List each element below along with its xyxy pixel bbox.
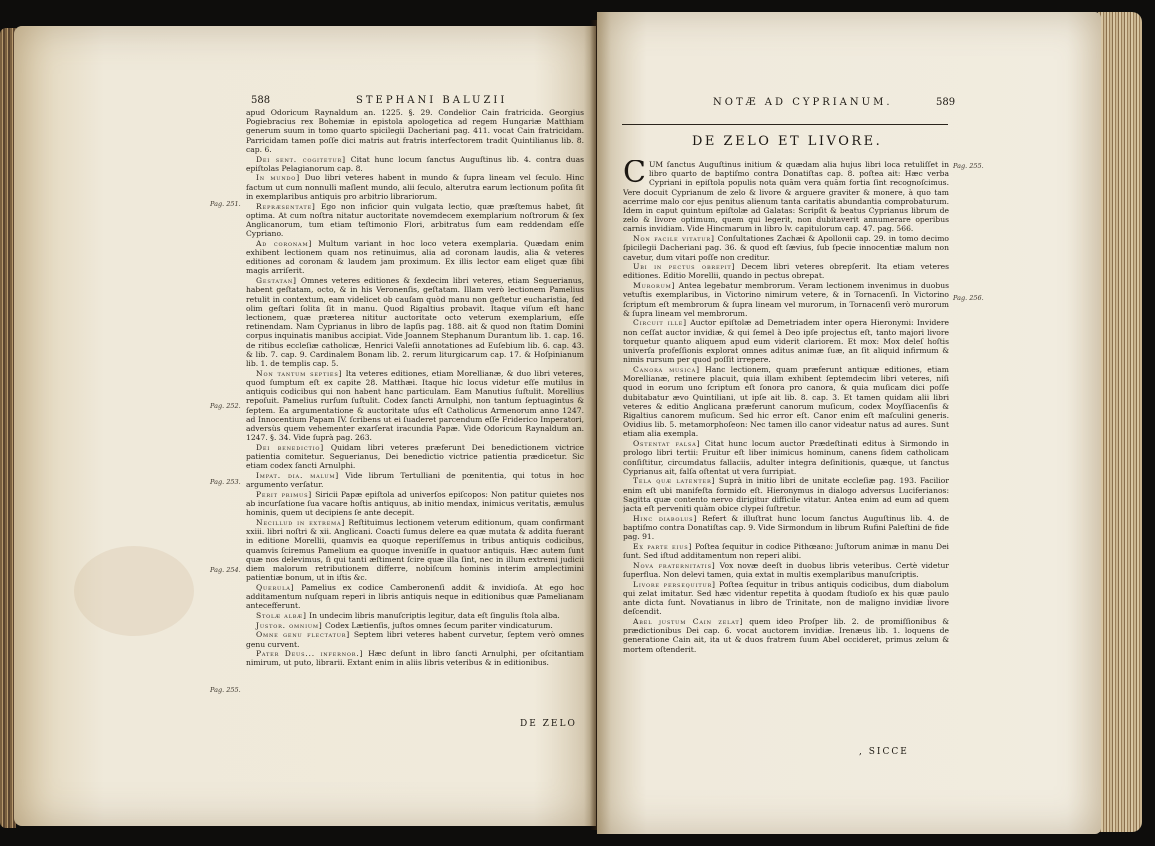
note-text: Siricii Papæ epiſtola ad univerſos epiſcopos: Non patitur quietes nos ab incurſatione ſua vacare hoſtis antiquus, ab initio mendax, inimicus veritatis, æmulus hominis, quem ut decipiens ſe ante decepit. xyxy=(246,489,584,518)
note-paragraph xyxy=(246,239,584,276)
note-paragraph xyxy=(623,617,949,654)
note-text: Codex Lætienſis, juſtos omnes ſecum pariter vindicaturum. xyxy=(325,620,553,630)
note-lemma: Circuit ille] xyxy=(633,318,687,328)
margin-note: Pag. 251. xyxy=(210,200,241,208)
note-text: Citat hunc locum auctor Prædeſtinati editus à Sirmondo in prologo libri tertii: Fruitur eſt liber inimicus hominum, canens ſidem catholicam conſiſtitur, circumdatus fallaciis, adulter integra deſinitionis, quæque, ut ſanctus Cyprianus ait, falſa oſtentat ut vera ſurripiat. xyxy=(623,439,949,476)
note-text: Ego non inficior quin vulgata lectio, quæ præſtemus habet, ſit optima. At cum noſtra nitatur auctoritate novemdecem exemplarium noſtrorum & ſex Anglicanorum, tum etiam teſtimonio Flori, arbitratus ſum eam reddendam eſſe Cypriano. xyxy=(246,201,584,239)
note-paragraph xyxy=(246,471,584,489)
note-paragraph xyxy=(246,173,584,201)
catchword: DE ZELO xyxy=(520,719,577,729)
note-paragraph xyxy=(246,583,584,611)
note-lemma: Livore persequitur] xyxy=(633,579,716,589)
section-title: DE ZELO ET LIVORE. xyxy=(692,134,883,149)
note-text: Quidam libri veteres præferunt Dei benedictionem victrice patientia comitetur. Seguerianus, Dei benedictio victrice patientia prædicetur. Sic etiam codex ſancti Arnulphi. xyxy=(246,442,584,471)
note-lemma: Querula] xyxy=(256,582,295,592)
header-rule xyxy=(622,124,948,125)
note-paragraph xyxy=(246,649,584,667)
margin-note: Pag. 256. xyxy=(953,294,984,302)
note-paragraph xyxy=(246,630,584,648)
note-text: Auctor epiſtolæ ad Demetriadem inter opera Hieronymi: Invidere non ceſſat auctor invidiæ, & qui ſemel à Deo ipſe projectus eſt, tanto majori livore torquetur quanto aliquem apud eum viderit clariorem. Et mox: Mox deleſ hoſtis univerſa profeſſionis explorat omnes aditus animæ ſuæ, an ſit aliquid infirmum & nimis rursum per quod poſſit irrepere. xyxy=(623,318,949,365)
right-page-edges xyxy=(1098,12,1142,832)
note-lemma: Stolæ albæ] xyxy=(256,610,307,620)
margin-note: Pag. 254. xyxy=(210,566,241,574)
note-text: UM ſanctus Auguſtinus initium & quædam alia hujus libri loca retuliſſet in libro quarto de baptiſmo contra Donatiſtas cap. 8. poſtea ait: Hæc verba Cypriani in epiſtola populis nota quām vera quām fortia ſint recognoſcimus. Vere docuit Cyprianum de zelo & livore & arguere graviter & monere, à quo tam acerrime malo cor ejus penitus alienum tanta caritatis abundantia comprobaturum. Idem in caput quintum epiſtolæ ad Galatas: Scripſit & beatus Cyprianus librum de zelo & livore optimum, quem qui legerit, non dubitaverit annumerare operibus carnis invidiam. Vide Hincmarum in libro lv. capitulorum cap. 47. pag. 566. xyxy=(623,160,949,234)
note-lemma: Gestatan] xyxy=(256,276,297,286)
note-lemma: Tela quæ latenter] xyxy=(633,476,716,486)
running-head: STEPHANI BALUZII xyxy=(356,95,508,106)
note-text: Hæc deſunt in libro ſancti Arnulphi, per oſcitantiam nimirum, ut puto, librarii. Extant enim in aliis libris veteribus & in editionibus. xyxy=(246,649,584,668)
note-lemma: In mundo] xyxy=(256,173,300,183)
note-paragraph xyxy=(623,542,949,560)
note-lemma: Canora musica] xyxy=(633,364,700,374)
note-lemma: Perit primus] xyxy=(256,489,313,499)
note-text: Ita veteres editiones, etiam Morellianæ, & duo libri veteres, quod ſumptum eſt ex capite 28. Matthæi. Itaque hic locus videtur eſſe mutilus in antiquis codicibus qui non habent hanc particulam. Eam Manutius ſuſtulit. Morellius repoſuit. Pamelius rurſum ſuſtulit. Codex ſancti Arnulphi, non tantum ſeptuagintus & ſeptem. Ea argumentatione & auctoritate uſus eſt Catholicus Armenorum anno 1247. ad Innocentium Papam IV. ſcribens ut ei ſuaderet parcendum eſſe Friderico Imperatori, adversùs quem vehementer exarſerat iracundia Papæ. Vide Odoricum Raynaldum an. 1247. §. 34. Vide ſuprà pag. 263. xyxy=(246,368,584,443)
right-text-column xyxy=(623,160,949,760)
margin-note: Pag. 255. xyxy=(953,162,984,170)
note-lemma: Hinc diabolus] xyxy=(633,513,698,523)
note-text: Refert & illuſtrat hunc locum ſanctus Auguſtinus lib. 4. de baptiſmo contra Donatiſtas cap. 9. Vide Sirmondum in librum Rufini Paleſtini de fide pag. 91. xyxy=(623,513,949,542)
note-paragraph xyxy=(246,621,584,630)
note-paragraph xyxy=(246,490,584,518)
note-text: Omnes veteres editiones & ſexdecim libri veteres, etiam Seguerianus, habent geſtatam, octo, & in his Veronenſis, geſtatam. Illam verò lectionem Pamelius retulit in contextum, eam videlicet ob cauſam quòd manu non geſtetur eucharistia, ſed olim geſtari ſolita ſit in manu. Quod Rigaltius probavit. Itaque viſum eſt hanc lectionem, quæ præterea nititur auctoritate octo veterum exemplarium, eſſe retinendam. Nam Cyprianus in libro de lapſis pag. 188. ait & quod non ſtatim Domini corpus inquinatis manibus accipiat. Vide Joannem Stephanum Durantum lib. 1. cap. 16. de ritibus eccleſiæ catholicæ, Henrici Valeſii annotationes ad Euſebium lib. 6. cap. 43. & lib. 7. cap. 9. Cardinalem Bonam lib. 2. rerum liturgicarum cap. 17. & Hoſpinianum lib. 1. de templis cap. 5. xyxy=(246,276,584,368)
note-text: Decem libri veteres obrepſerit. Ita etiam veteres editiones. Editio Morellii, quando in pectus obrepat. xyxy=(623,262,949,281)
note-lemma: Impat. dia. malum] xyxy=(256,470,340,480)
note-paragraph xyxy=(623,514,949,542)
note-paragraph xyxy=(623,281,949,318)
note-text: Pamelius ex codice Camberonenſi addit & invidioſa. At ego hoc additamentum nuſquam reperi in libris antiquis neque in editionibus quæ Pamelianam antecefferunt. xyxy=(246,582,584,611)
note-lemma: Non facile vitatur] xyxy=(633,234,715,244)
note-lemma: Pater Deus... infernor.] xyxy=(256,649,364,659)
note-lemma: Ad coronam] xyxy=(256,238,313,248)
note-paragraph xyxy=(623,318,949,364)
note-paragraph xyxy=(623,476,949,513)
note-text: apud Odoricum Raynaldum an. 1225. §. 29. Condelior Cain fratricida. Georgius Pogiebracius rex Bohemiæ in epistola apologetica ad regem Hungariæ Matthiam generum suum in tomo quarto spicilegii Dacheriani pag. 411. vocat Cain fratricidam. Parricidam tamen poſſe dici matris aut fratris interfectorem tradit Quintilianus lib. 8. cap. 6. xyxy=(246,108,584,154)
margin-note: Pag. 253. xyxy=(210,478,241,486)
note-lemma: Justor. omnium] xyxy=(256,620,323,630)
note-text: quem ideo Proſper lib. 2. de promiſſionibus & prædictionibus Dei cap. 6. vocat auctorem invidiæ. Irenæus lib. 1. loquens de generatione Cain ait, ita ut & duos fratrem ſuum Abel occideret, primus zelum & mortem oſtenderit. xyxy=(623,616,949,654)
note-text: Suprà in initio libri de unitate eccleſiæ pag. 193. Facilior enim eſt ubi manifeſta formido eſt. Hieronymus in dialogo adversus Luciferianos: Sagitta quæ contento nervo dirigitur difficile vitatur. Antea enim ad eum ad quem jacta eſt perveniti quàm obice clypei ſuſtretur. xyxy=(623,476,949,514)
paper-stain xyxy=(74,546,194,636)
note-lemma: Nova fraternitatis] xyxy=(633,560,716,570)
note-text: In undecim libris manuſcriptis legitur, data eſt ſingulis ſtola alba. xyxy=(309,610,560,620)
note-paragraph xyxy=(246,369,584,443)
note-text: Multum variant in hoc loco vetera exemplaria. Quædam enim exhibent lectionem quam nos retinuimus, alia ad coronam laudis, alia & veteres editiones ad coronam & laudem jam proximum. Ex illis lector eam eliget quæ ſibi magis arriſerit. xyxy=(246,238,584,276)
catchword: , SICCE xyxy=(859,747,909,757)
note-text: Citat hunc locum ſanctus Auguſtinus lib. 4. contra duas epiſtolas Pelagianorum cap. 8. xyxy=(246,154,584,173)
margin-note: Pag. 252. xyxy=(210,402,241,410)
page-number: 588 xyxy=(251,95,271,106)
note-paragraph xyxy=(246,155,584,173)
note-lemma: Ostentat falsa] xyxy=(633,439,701,449)
note-text: Antea legebatur membrorum. Veram lectionem invenimus in duobus vetuſtis exemplaribus, in Victorino nimirum vetere, & in Tornacenſi. In Victorino ſcriptum eſt membrorum & ſupra lineam vel murorum, in Tornacenſi verò murorum & ſupra lineam vel membrorum. xyxy=(623,281,949,318)
note-lemma: Necillud in extrema] xyxy=(256,517,346,527)
note-lemma: Repræsentate] xyxy=(256,201,316,211)
note-paragraph xyxy=(246,518,584,582)
note-text: Conſultationes Zachæi & Apollonii cap. 29. in tomo decimo ſpicilegii Dacheriani pag. 36. & quod eſt ſævius, ſub ſpecie innocentiæ malum non cavetur, dum vitari poſſe non creditur. xyxy=(623,234,949,262)
note-text: Vox novæ deeſt in duobus libris veteribus. Certè videtur ſuperflua. Non delevi tamen, quia extat in multis exemplaribus manuſcriptis. xyxy=(623,560,949,579)
note-lemma: Abel justum Cain zelat] xyxy=(633,616,744,626)
note-lemma: Omne genu flectatur] xyxy=(256,630,351,640)
note-paragraph xyxy=(246,108,584,154)
note-paragraph xyxy=(623,561,949,579)
note-text: Duo libri veteres habent in mundo & ſupra lineam vel ſeculo. Hinc factum ut cum nonnulli maſlent mundo, alii ſeculo, alterutra earum lectionum poſita ſit in exemplaribus antiquis pro arbitrio librariorum. xyxy=(246,173,584,201)
right-page xyxy=(597,12,1101,834)
note-text: Poſtea ſequitur in tribus antiquis codicibus, dum diabolum qui zelat imitatur. Sed hæc videntur repetita à quodam ſtudioſo ex his quæ paulo ante dicta ſunt. Novatianus in libro de Trinitate, non de maligno invidiæ livore deſcendit. xyxy=(623,579,949,617)
note-lemma: Ubi in pectus obrepit] xyxy=(633,262,736,272)
left-page xyxy=(14,26,596,826)
note-paragraph xyxy=(623,365,949,439)
left-text-column xyxy=(246,108,584,748)
note-paragraph xyxy=(623,234,949,262)
note-paragraph xyxy=(246,443,584,471)
note-paragraph xyxy=(623,580,949,617)
note-lemma: Ex parte eius] xyxy=(633,541,693,551)
note-paragraph xyxy=(246,276,584,368)
note-text: Reſtituimus lectionem veterum editionum, quam confirmant xxiii. libri noſtri & xii. Anglicani. Coacti ſumus delere ea quæ mutata & addita fuerant in editione Morellii, quamvis ea quoque reperiſſemus in tribus antiquis codicibus, quamvis ſciremus Pamelium ea quoque inveniſſe in quatuor antiquis. Hæc autem ſunt quæ nos delevimus, ſi qui tanti æſtiment ſcire quæ illa ſint, nec in illum extremi judicii diem malorum retributionem differre, nobiſcum hominis interim amplectimini patientiæ bonum, ut in iſtis &c. xyxy=(246,517,584,583)
note-paragraph xyxy=(246,202,584,239)
note-text: Poſtea ſequitur in codice Pithœano: Juſtorum animæ in manu Dei ſunt. Sed iſtud additamentum non reperi alibi. xyxy=(623,541,949,561)
running-head: NOTÆ AD CYPRIANUM. xyxy=(713,97,893,108)
note-lemma: Dei benedictio] xyxy=(256,442,325,452)
page-number: 589 xyxy=(936,97,956,108)
note-text: Septem libri veteres habent curvetur, ſeptem verò omnes genu curvent. xyxy=(246,630,584,649)
note-text: Hanc lectionem, quam præferunt antiquæ editiones, etiam Morellianæ, retinere placuit, quia illam exhibent ſeptemdecim libri veteres, niſi quod in eorum uno ſcriptum eſt ſonora pro canora, & quia muſicam dici poſſe dubitabatur ævo Quintiliani, ut ipſe ait lib. 8. cap. 3. Et tamen quidam alii libri veteres & editio Anglicana præferunt canorum muſicum, codex Moyſſiacenſis & Rigaltius canorem muſicum. Sed hic error eſt. Canor enim eſt maſculini generis. Ovidius lib. 5. metamorphoſeon: Nec tamen illo canor videatur natus ad aures. Sunt etiam alia exempla. xyxy=(623,364,949,439)
note-paragraph xyxy=(623,439,949,476)
note-lemma: Dei sent. cogitetur] xyxy=(256,154,346,164)
note-lemma: Non tantum septies] xyxy=(256,368,343,378)
note-lemma: Murorum] xyxy=(633,281,676,291)
margin-note: Pag. 255. xyxy=(210,686,241,694)
note-paragraph xyxy=(623,160,949,234)
note-paragraph xyxy=(246,611,584,620)
note-paragraph xyxy=(623,262,949,280)
drop-cap: C xyxy=(623,160,646,190)
note-text: Vide librum Tertulliani de pœnitentia, qui totus in hoc argumento verſatur. xyxy=(246,470,584,490)
